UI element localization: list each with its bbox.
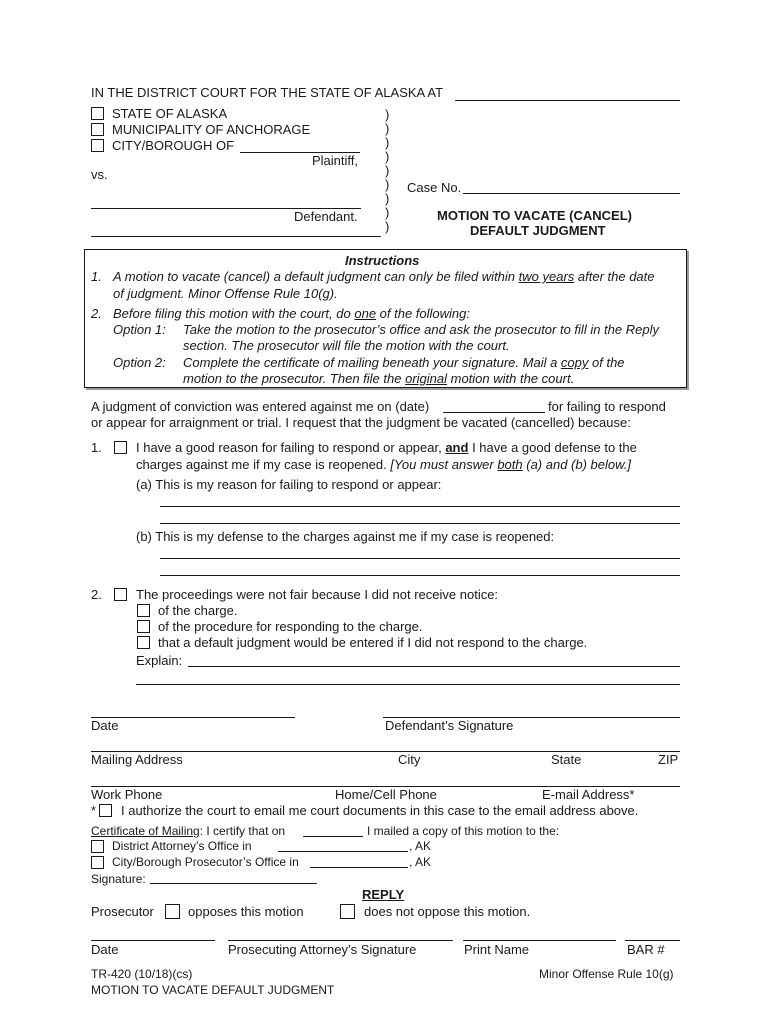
district-attorney-ak: , AK: [409, 839, 432, 853]
reply-title: REPLY: [362, 887, 405, 902]
reason-1a-label: (a) This is my reason for failing to respond or appear:: [136, 477, 442, 492]
case-no-label: Case No.: [407, 180, 462, 195]
certificate-date-line[interactable]: [303, 836, 363, 837]
judgment-date-line[interactable]: [443, 412, 545, 413]
caption-paren: ): [385, 107, 390, 122]
district-attorney-city-line[interactable]: [278, 851, 408, 852]
form-footer-title: MOTION TO VACATE DEFAULT JUDGMENT: [91, 983, 335, 997]
city-prosecutor-label: City/Borough Prosecutor’s Office in: [112, 855, 299, 869]
option-1-text: Take the motion to the prosecutor’s office and ask the prosecutor to fill in the Reply: [183, 322, 659, 337]
mailing-address-label: Mailing Address: [91, 752, 183, 767]
option-2-text-line2: motion to the prosecutor. Then file the original motion with the court.: [183, 371, 575, 386]
instructions-title: Instructions: [345, 253, 420, 268]
city-borough-checkbox[interactable]: [91, 139, 104, 152]
explain-line[interactable]: [136, 684, 680, 685]
caption-paren: ): [385, 121, 390, 136]
print-name-label: Print Name: [464, 942, 530, 957]
reason-2-text: The proceedings were not fair because I did not receive notice:: [136, 587, 499, 602]
date-label: Date: [91, 718, 119, 733]
date-signature-line[interactable]: [91, 717, 295, 718]
reply-date-label: Date: [91, 942, 119, 957]
reason-1b-line[interactable]: [160, 558, 680, 559]
prosecutor-label: Prosecutor: [91, 904, 154, 919]
not-oppose-checkbox[interactable]: [340, 904, 355, 919]
reason-1b-line[interactable]: [160, 575, 680, 576]
email-authorize-checkbox[interactable]: [99, 804, 112, 817]
reason-1a-line[interactable]: [160, 523, 680, 524]
judgment-statement-cont: for failing to respond: [548, 399, 666, 414]
instruction-1-text: A motion to vacate (cancel) a default judgment can only be filed within two years after the date: [113, 269, 655, 284]
notice-charge-checkbox[interactable]: [137, 604, 150, 617]
form-id: TR-420 (10/18)(cs): [91, 967, 193, 981]
caption-paren: ): [385, 205, 390, 220]
case-no-line[interactable]: [463, 193, 680, 194]
reason-1-text: I have a good reason for failing to respond or appear, and I have a good defense to the: [136, 440, 637, 455]
instruction-2-text: Before filing this motion with the court, do one of the following:: [113, 306, 471, 321]
city-prosecutor-city-line[interactable]: [310, 867, 408, 868]
district-attorney-checkbox[interactable]: [91, 840, 104, 853]
reason-2-number: 2.: [91, 587, 102, 602]
caption-paren: ): [385, 219, 390, 234]
caption-bottom-line: [91, 236, 381, 237]
vs-label: vs.: [91, 167, 108, 182]
form-title-line1: MOTION TO VACATE (CANCEL): [437, 208, 632, 223]
certificate-signature-label: Signature:: [91, 872, 146, 886]
reply-date-line[interactable]: [91, 940, 215, 941]
caption-paren: ): [385, 191, 390, 206]
judgment-statement-line2: or appear for arraignment or trial. I request that the judgment be vacated (cancelled) because:: [91, 415, 631, 430]
notice-charge-label: of the charge.: [158, 603, 238, 618]
state-of-alaska-checkbox[interactable]: [91, 107, 104, 120]
option-1-label: Option 1:: [113, 322, 166, 337]
option-2-text: Complete the certificate of mailing beneath your signature. Mail a copy of the: [183, 355, 625, 370]
form-title-line2: DEFAULT JUDGMENT: [470, 223, 606, 238]
court-location-line[interactable]: [455, 100, 680, 101]
explain-line[interactable]: [188, 666, 680, 667]
zip-label: ZIP: [658, 752, 679, 767]
reason-1-number: 1.: [91, 440, 102, 455]
state-label: State: [551, 752, 582, 767]
explain-label: Explain:: [136, 653, 183, 668]
prosecutor-signature-label: Prosecuting Attorney’s Signature: [228, 942, 417, 957]
judgment-statement: A judgment of conviction was entered against me on (date): [91, 399, 430, 414]
notice-procedure-checkbox[interactable]: [137, 620, 150, 633]
reason-1-text-line2: charges against me if my case is reopened. [You must answer both (a) and (b) below.]: [136, 457, 632, 472]
home-phone-label: Home/Cell Phone: [335, 787, 437, 802]
opposes-label: opposes this motion: [188, 904, 304, 919]
defendant-signature-label: Defendant’s Signature: [385, 718, 514, 733]
certificate-of-mailing: Certificate of Mailing: I certify that on: [91, 824, 286, 838]
city-borough-label: CITY/BOROUGH OF: [112, 138, 235, 153]
caption-paren: ): [385, 177, 390, 192]
email-authorize-label: I authorize the court to email me court documents in this case to the email address above.: [121, 803, 639, 818]
bar-number-label: BAR #: [627, 942, 665, 957]
municipality-checkbox[interactable]: [91, 123, 104, 136]
email-label: E-mail Address*: [542, 787, 635, 802]
municipality-label: MUNICIPALITY OF ANCHORAGE: [112, 122, 311, 137]
certificate-signature-line[interactable]: [150, 883, 317, 884]
option-1-text-line2: section. The prosecutor will file the motion with the court.: [183, 338, 510, 353]
prosecutor-signature-line[interactable]: [228, 940, 453, 941]
district-attorney-label: District Attorney’s Office in: [112, 839, 252, 853]
option-2-label: Option 2:: [113, 355, 166, 370]
reason-1b-label: (b) This is my defense to the charges against me if my case is reopened:: [136, 529, 555, 544]
opposes-checkbox[interactable]: [165, 904, 180, 919]
work-phone-label: Work Phone: [91, 787, 163, 802]
footer-rule: Minor Offense Rule 10(g): [539, 967, 674, 981]
instruction-1-line2: of judgment. Minor Offense Rule 10(g).: [113, 286, 338, 301]
notice-default-label: that a default judgment would be entered if I did not respond to the charge.: [158, 635, 588, 650]
caption-paren: ): [385, 149, 390, 164]
reason-1-checkbox[interactable]: [114, 441, 127, 454]
caption-paren: ): [385, 163, 390, 178]
state-of-alaska-label: STATE OF ALASKA: [112, 106, 228, 121]
bar-number-line[interactable]: [625, 940, 680, 941]
not-oppose-label: does not oppose this motion.: [364, 904, 531, 919]
instruction-2-number: 2.: [91, 306, 102, 321]
email-asterisk: *: [91, 803, 97, 818]
notice-procedure-label: of the procedure for responding to the charge.: [158, 619, 423, 634]
instruction-1-number: 1.: [91, 269, 102, 284]
plaintiff-label: Plaintiff,: [312, 153, 359, 168]
city-prosecutor-ak: , AK: [409, 855, 432, 869]
defendant-label: Defendant.: [294, 209, 358, 224]
certificate-text: I mailed a copy of this motion to the:: [367, 824, 560, 838]
city-prosecutor-checkbox[interactable]: [91, 856, 104, 869]
notice-default-checkbox[interactable]: [137, 636, 150, 649]
court-heading: IN THE DISTRICT COURT FOR THE STATE OF ALASKA AT: [91, 85, 444, 100]
reason-1a-line[interactable]: [160, 506, 680, 507]
city-label: City: [398, 752, 421, 767]
caption-paren: ): [385, 135, 390, 150]
print-name-line[interactable]: [463, 940, 616, 941]
reason-2-checkbox[interactable]: [114, 588, 127, 601]
